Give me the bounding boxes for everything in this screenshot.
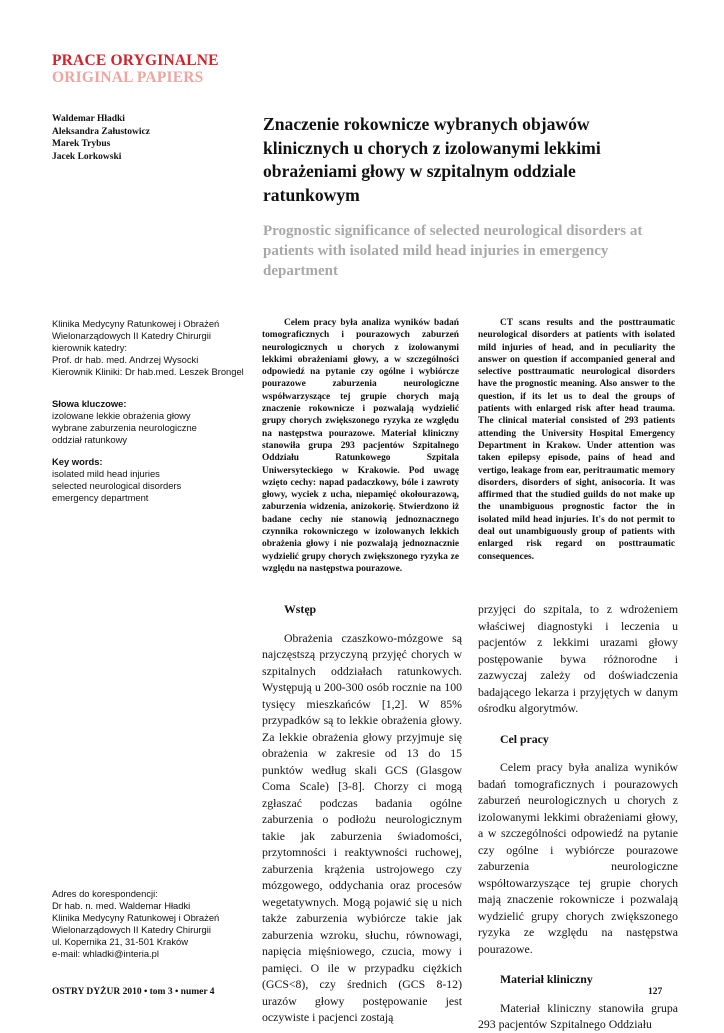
paragraph: Materiał kliniczny stanowiła grupa 293 pacjentów Szpitalnego Oddziału [478, 1000, 678, 1031]
affiliation-line: Klinika Medycyny Ratunkowej i Obrażeń [52, 318, 220, 329]
keyword: oddział ratunkowy [52, 434, 128, 445]
paragraph: Celem pracy była analiza wyników badań tomograficznych i pourazowych zaburzeń neurologicznych u chorych z izolowanymi lekkimi obrażeniami głowy, a w szczególności odpowiedź na pytanie czy ogólne i wybiórcze pourazowe zaburzenia neurologiczne współtowarzyszące tej grupie chorych mają znaczenie rokownicze i pozwalają wydzielić grupy chorych zwiększonego ryzyka ze względu na następstwa pourazowe. [478, 760, 678, 956]
page-number: 127 [648, 987, 663, 997]
abstract-english [478, 317, 675, 563]
correspondence-line: ul. Kopernika 21, 31-501 Kraków [52, 936, 189, 947]
correspondence-line: Klinika Medycyny Ratunkowej i Obrażeń [52, 912, 220, 923]
author-name: Marek Trybus [52, 139, 111, 149]
paragraph: przyjęci do szpitala, to z wdrożeniem właściwej diagnostyki i leczenia u pacjentów z lekkimi urazami głowy postępowanie bywa różnorodne i zazwyczaj zależy od doświadczenia badającego lekarza i przyjętych w danym ośrodku algorytmów. [478, 602, 678, 715]
author-name: Aleksandra Załustowicz [52, 126, 150, 137]
section-label-en: ORIGINAL PAPIERS [52, 69, 204, 86]
author-name: Waldemar Hładki [52, 114, 125, 124]
section-label-pl: PRACE ORYGINALNE [52, 52, 219, 69]
title-polish: Znaczenie rokownicze wybranych objawów klinicznych u chorych z izolowanymi lekkimi obrażeniami głowy w szpitalnym oddziale ratunkowym [263, 114, 601, 205]
affiliation-block [52, 318, 252, 378]
keyword: izolowane lekkie obrażenia głowy [52, 410, 191, 421]
affiliation-line: Wielonarządowych II Katedry Chirurgii [52, 330, 211, 341]
keyword: isolated mild head injuries [52, 468, 160, 479]
keywords-heading: Słowa kluczowe: [52, 398, 127, 409]
author-list [52, 113, 150, 163]
correspondence-line: Adres do korespondencji: [52, 888, 158, 899]
keyword: selected neurological disorders [52, 480, 182, 491]
section-heading: Materiał kliniczny [500, 972, 593, 986]
affiliation-line: Prof. dr hab. med. Andrzej Wysocki [52, 354, 199, 365]
correspondence-block [52, 888, 252, 960]
correspondence-line: Dr hab. n. med. Waldemar Hładki [52, 900, 191, 911]
body-column-right [478, 601, 678, 1033]
correspondence-line: Wielonarządowych II Katedry Chirurgii [52, 924, 211, 935]
author-name: Jacek Lorkowski [52, 151, 122, 162]
affiliation-line: kierownik katedry: [52, 342, 128, 353]
affiliation-line: Kierownik Kliniki: Dr hab.med. Leszek Brongel [52, 366, 244, 377]
keywords-polish [52, 398, 252, 446]
abstract-polish [262, 317, 459, 575]
keywords-english [52, 456, 252, 504]
body-column-left [262, 601, 462, 1026]
keywords-heading: Key words: [52, 456, 103, 467]
keyword: emergency department [52, 492, 149, 503]
paragraph: Obrażenia czaszkowo-mózgowe są najczęstszą przyczyną przyjęć chorych w szpitalnych oddziałach ratunkowych. Występują u 200-300 osób rocznie na 100 tysięcy mieszkańców [1,2]. W 85% przypadków są to lekkie obrażenia głowy. Za lekkie obrażenia głowy przyjmuje się obrażenia w zakresie od 13 do 15 punktów według skali GCS (Glasgow Coma Scale) [3-8]. Chorzy ci mogą zgłaszać podczas badania ogólne zaburzenia o podłożu neurologicznym takie jak zaburzenia świadomości, przytomności i reaktywności ruchowej, zaburzenia krążenia ustrojowego czy mózgowego, oddychania oraz procesów wegetatywnych. Mogą pojawić się u nich także zaburzenia wybiórcze takie jak zaburzenia wzroku, słuchu, równowagi, napięcia mięśniowego, czucia, mowy i pamięci. O ile w przypadku ciężkich (GCS<8), czy średnich (GCS 8-12) urazów głowy postępowanie jest oczywiste i pacjenci zostają [262, 630, 462, 1024]
correspondence-email: e-mail: whladki@interia.pl [52, 948, 159, 959]
abstract-text: Celem pracy była analiza wyników badań tomograficznych i pourazowych zaburzeń neurologicznych u chorych z izolowanymi lekkimi obrażeniami głowy, a w szczególności odpowiedź na pytanie czy ogólne i wybiórcze pourazowe zaburzenia neurologiczne współwarzyszące tej grupie chorych mają znaczenie rokownicze i pozwalają wydzielić grupy chorych zwiększonego ryzyka ze względu na następstwa pourazowe. Materiał kliniczny stanowiła grupa 293 pacjentów Szpitalnego Oddziału Ratunkowego Szpitala Uniwersyteckiego w Krakowie. Pod uwagę wzięto cechy: napad padaczkowy, bóle i zawroty głowy, wyciek z ucha, niepamięć okołourazową, zaburzenia widzenia, anizokorię. Stwierdzono iż badane cechy nie stanowią jednoznacznego czynnika rokowniczego w izolowanych lekkich obrażenia głowy i nie pozwalają jednoznacznie wydzielić grupy chorych zwiększonego ryzyka ze względu na następstwa pourazowe. [262, 318, 459, 574]
abstract-text: CT scans results and the posttraumatic neurological disorders at patients with isolated mild injuries of head, and in peculiarity the answer on question if accompanied general and selective posttraumatic neurological disorders have the prognostic meaning. Also answer to the question, if its let us to deal the groups of patients with enlarged risk after head trauma. The clinical material consisted of 293 patients attending the University Hospital Emergency Department in Krakow. Under attention was taken epilepsy episode, pains of head and vertigo, leakage from ear, peritraumatic memory disorders, disorders of sight, anisocoria. It was affirmed that the studied guilds do not make up the unambiguous prognostic factor the in isolated mild head injuries. It's do not permit to deal out unambiguously group of patients with enlarged risk regard on posttraumatic consequences. [478, 318, 675, 562]
title-english: Prognostic significance of selected neurological disorders at patients with isolated mild head injuries in emergency department [263, 223, 643, 279]
section-heading: Cel pracy [500, 731, 549, 746]
section-heading: Wstęp [284, 602, 317, 616]
keyword: wybrane zaburzenia neurologiczne [52, 422, 197, 433]
journal-footer: OSTRY DYŻUR 2010 • tom 3 • numer 4 [52, 987, 215, 997]
